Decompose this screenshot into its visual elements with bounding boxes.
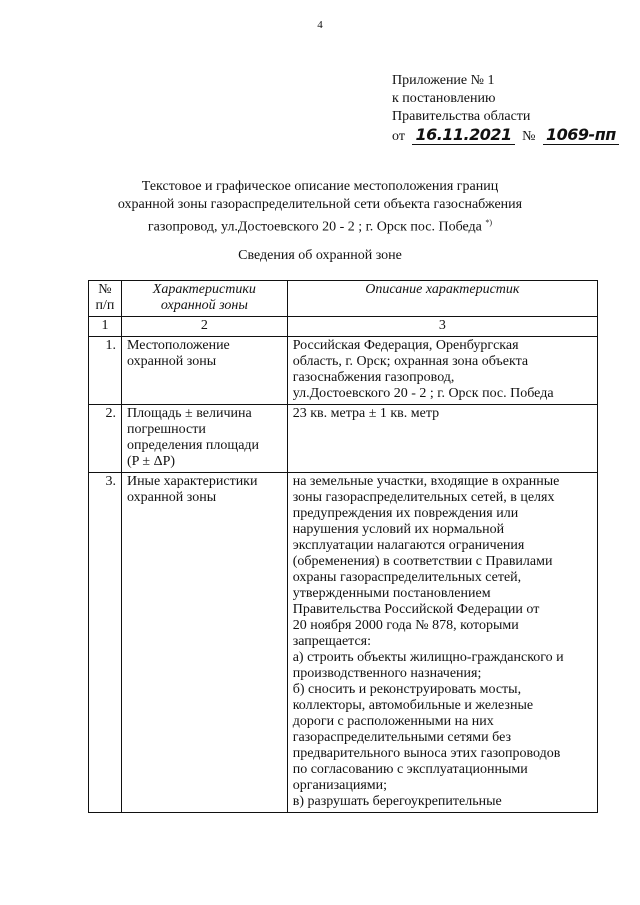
description-line: область, г. Орск; охранная зона объекта <box>292 354 529 369</box>
description-line: газоснабжения газопровод, <box>292 370 455 385</box>
description-line: дороги с расположенными на них <box>292 714 494 729</box>
table-row <box>89 337 598 405</box>
description-line: газораспределительными сетями без <box>292 730 512 745</box>
description-line: б) сносить и реконструировать мосты, <box>292 682 522 697</box>
row-characteristic <box>121 337 287 405</box>
index-cell-1: 1 <box>89 317 122 337</box>
appendix-line-1: Приложение № 1 <box>392 73 495 88</box>
zone-table <box>88 280 598 813</box>
characteristic-line: (P ± ΔP) <box>126 454 176 469</box>
characteristic-line: погрешности <box>126 422 206 437</box>
characteristic-line: охранной зоны <box>126 354 217 369</box>
description-line: коллекторы, автомобильные и железные <box>292 698 534 713</box>
description-line: Российская Федерация, Оренбургская <box>292 338 519 353</box>
description-line: запрещается: <box>292 634 372 649</box>
description-line: по согласованию с эксплуатационными <box>292 762 528 777</box>
from-label: от <box>392 129 405 144</box>
description-line: нарушения условий их нормальной <box>292 522 505 537</box>
footnote-mark: *) <box>485 218 493 227</box>
row-number: 2. <box>89 405 122 473</box>
row-description <box>287 337 597 405</box>
description-line: а) строить объекты жилищно-гражданского и <box>292 650 564 665</box>
table-row <box>89 405 598 473</box>
description-line: предупреждения их повреждения или <box>292 506 519 521</box>
description-line: предварительного выноса этих газопроводов <box>292 746 561 761</box>
description-line: эксплуатации налагаются ограничения <box>292 538 525 553</box>
characteristic-line: Иные характеристики <box>126 474 258 489</box>
characteristic-line: охранной зоны <box>126 490 217 505</box>
appendix-line-3: Правительства области <box>392 109 531 124</box>
row-description <box>287 405 597 473</box>
characteristic-line: Площадь ± величина <box>126 406 252 421</box>
description-line: ул.Достоевского 20 - 2 ; г. Орск пос. Победа <box>292 386 554 401</box>
description-line: в) разрушать берегоукрепительные <box>292 794 502 809</box>
section-subtitle: Сведения об охранной зоне <box>238 248 402 263</box>
table-index-row <box>89 317 598 337</box>
index-cell-3: 3 <box>287 317 597 337</box>
appendix-line-2: к постановлению <box>392 91 496 106</box>
description-line: охраны газораспределительных сетей, <box>292 570 522 585</box>
appendix-date-number <box>392 126 623 146</box>
handwritten-number: 1069-пп <box>543 125 619 145</box>
header-description: Описание характеристик <box>287 281 597 317</box>
row-characteristic <box>121 405 287 473</box>
description-line: зоны газораспределительных сетей, в целях <box>292 490 555 505</box>
title-line-1: Текстовое и графическое описание местоположения границ <box>141 179 499 194</box>
table-header-row <box>89 281 598 317</box>
row-description <box>287 473 597 813</box>
title-line-2: охранной зоны газораспределительной сети объекта газоснабжения <box>117 197 523 212</box>
description-line: на земельные участки, входящие в охранные <box>292 474 560 489</box>
description-line: 23 кв. метра ± 1 кв. метр <box>292 406 440 421</box>
table-row <box>89 473 598 813</box>
title-line-3 <box>0 214 640 237</box>
row-characteristic <box>121 473 287 813</box>
index-cell-2: 2 <box>121 317 287 337</box>
header-num: № п/п <box>89 281 122 317</box>
row-number: 3. <box>89 473 122 813</box>
characteristic-line: Местоположение <box>126 338 230 353</box>
number-label: № <box>522 129 536 144</box>
page-number: 4 <box>317 19 323 31</box>
title-line-3-text: газопровод, ул.Достоевского 20 - 2 ; г. Орск пос. Победа <box>147 219 482 235</box>
row-number: 1. <box>89 337 122 405</box>
description-line: утвержденными постановлением <box>292 586 491 601</box>
document-title <box>0 178 640 237</box>
description-line: Правительства Российской Федерации от <box>292 602 540 617</box>
characteristic-line: определения площади <box>126 438 260 453</box>
description-line: 20 ноября 2000 года № 878, которыми <box>292 618 519 633</box>
description-line: организациями; <box>292 778 388 793</box>
header-characteristics: Характеристики охранной зоны <box>121 281 287 317</box>
description-line: производственного назначения; <box>292 666 482 681</box>
description-line: (обременения) в соответствии с Правилами <box>292 554 553 569</box>
appendix-block <box>392 72 623 146</box>
handwritten-date: 16.11.2021 <box>412 125 514 145</box>
